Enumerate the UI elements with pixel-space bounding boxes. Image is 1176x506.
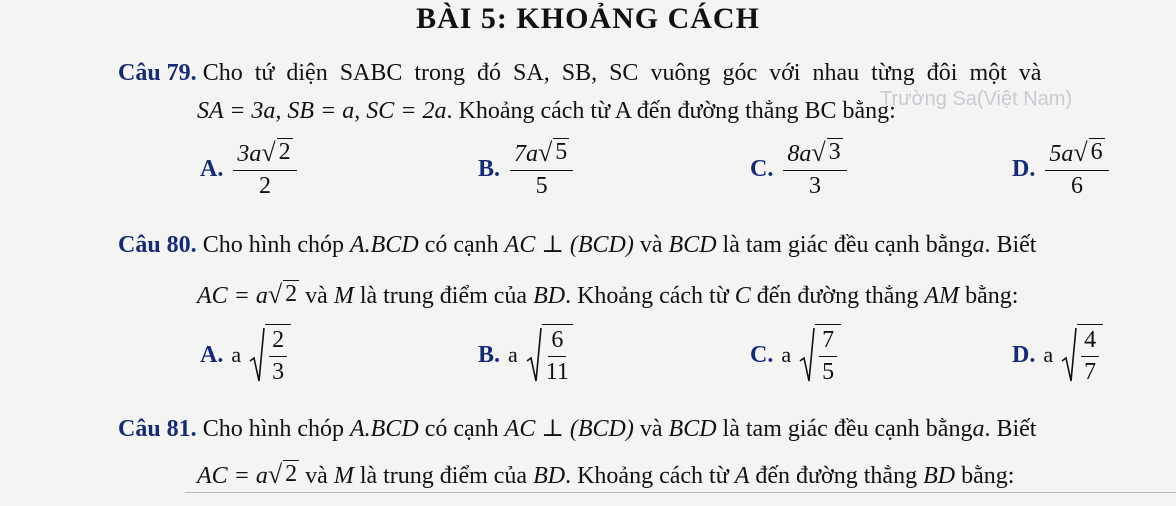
q80-option-a[interactable]: A. a $\frac{2}{3}$	[200, 324, 291, 386]
q81-line-1: Câu 81. Cho hình chóp A.BCD có cạnh AC ⊥ (BCD) và BCD là tam giác đều cạnh bằnga. Biết	[118, 416, 1037, 442]
watermark: Trường Sa(Việt Nam)	[880, 88, 1073, 110]
q81-line-2: AC = a √ 2 và M là trung điểm của BD. Khoảng cách từ A đến đường thẳng BD bằng:	[197, 460, 1015, 489]
q79-option-d[interactable]	[1012, 138, 1109, 200]
sqrt-fraction: $\frac{4}{7}$	[1061, 324, 1103, 386]
q80-line-2: AC = a √ 2 và M là trung điểm của BD. Khoảng cách từ C đến đường thẳng AM bằng:	[197, 280, 1019, 309]
q79-condition: SA = 3a, SB = a, SC = 2a	[197, 98, 447, 124]
option-label: B.	[478, 155, 501, 182]
q80-line-1: Câu 80. Cho hình chóp A.BCD có cạnh AC ⊥ (BCD) và BCD là tam giác đều cạnh bằnga. Biết	[118, 232, 1037, 258]
q79-option-b[interactable]	[478, 138, 573, 200]
q80-option-b[interactable]: B. a $\frac{6}{11}$	[478, 324, 573, 386]
q80-option-d[interactable]: D. a $\frac{4}{7}$	[1012, 324, 1103, 386]
q80-number: Câu 80.	[118, 232, 197, 258]
sqrt-fraction: $\frac{7}{5}$	[799, 324, 841, 386]
option-label: C.	[750, 155, 774, 182]
section-title: BÀI 5: KHOẢNG CÁCH	[416, 2, 760, 35]
option-fraction: 7a √ 5 5	[510, 138, 573, 200]
option-fraction: 5a √ 6 6	[1045, 138, 1108, 200]
sqrt-fraction: $\frac{6}{11}$	[526, 324, 573, 386]
option-fraction: 8a √ 3 3	[783, 138, 846, 200]
q80-option-c[interactable]: C. a $\frac{7}{5}$	[750, 324, 841, 386]
q79-text-2: . Khoảng cách từ A đến đường thẳng BC bằng:	[446, 98, 896, 124]
q79-option-c[interactable]	[750, 138, 847, 200]
q79-number: Câu 79.	[118, 60, 197, 86]
option-label: A.	[200, 155, 224, 182]
option-fraction: 3a √ 2 2	[233, 138, 296, 200]
sqrt-fraction: $\frac{2}{3}$	[249, 324, 291, 386]
option-label: D.	[1012, 155, 1036, 182]
q79-option-a[interactable]	[200, 138, 297, 200]
bottom-divider	[185, 492, 1176, 493]
q81-number: Câu 81.	[118, 416, 197, 442]
q79-line-1	[118, 60, 1041, 87]
q79-text-1: Cho tứ diện SABC trong đó SA, SB, SC vuông góc với nhau từng đôi một và	[202, 60, 1042, 86]
q79-line-2	[197, 98, 896, 125]
